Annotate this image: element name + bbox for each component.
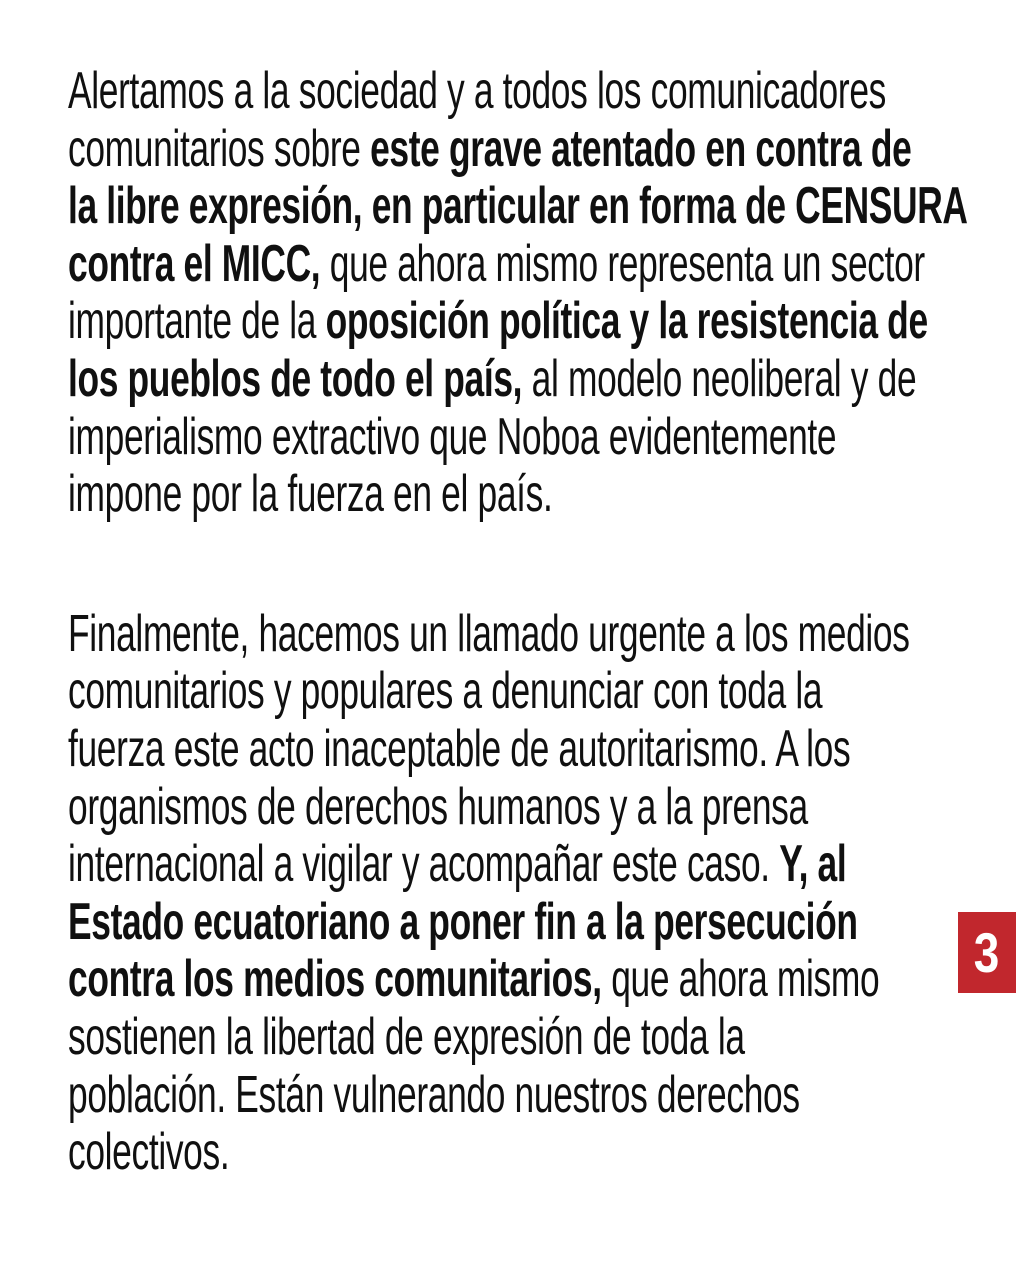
text-line (68, 719, 851, 779)
text-line (68, 177, 968, 236)
text-line (68, 349, 917, 409)
text-segment: colectivos. (68, 1123, 230, 1182)
body-text (68, 63, 968, 1182)
text-segment: comunitarios sobre (68, 119, 371, 178)
bold-text-segment: oposición política y la resistencia de (325, 292, 928, 351)
text-line (68, 950, 880, 1009)
text-line (68, 604, 910, 664)
bold-text-segment: la libre expresión, en particular en forma de CENSURA (68, 177, 968, 236)
text-line (68, 466, 680, 524)
text-segment: población. Están vulnerando nuestros derechos (68, 1065, 800, 1124)
text-line (68, 1124, 680, 1182)
page-number: 3 (974, 920, 1000, 984)
text-segment: fuerza este acto inaceptable de autoritarismo. A los (68, 719, 851, 778)
text-segment: que ahora mismo representa un sector (320, 234, 925, 293)
text-line (68, 835, 847, 894)
text-segment: organismos de derechos humanos y a la prensa (68, 777, 808, 836)
text-line (68, 1007, 745, 1067)
text-line (68, 1065, 800, 1125)
bold-text-segment: este grave atentado en contra de (370, 119, 912, 178)
paragraph-1 (68, 63, 968, 524)
text-segment: importante de la (68, 292, 326, 351)
text-segment: comunitarios y populares a denunciar con toda la (68, 662, 823, 721)
text-segment: internacional a vigilar y acompañar este caso. (68, 835, 780, 894)
text-segment: Finalmente, hacemos un llamado urgente a los medios (68, 604, 910, 663)
paragraph-2 (68, 606, 968, 1182)
bold-text-segment: Estado ecuatoriano a poner fin a la persecución (68, 892, 858, 951)
bold-text-segment: contra el MICC, (68, 234, 321, 293)
bold-text-segment: los pueblos de todo el país, (68, 349, 523, 408)
text-segment: impone por la fuerza en el país. (68, 465, 553, 524)
text-line (68, 62, 886, 121)
text-line (68, 119, 912, 179)
text-segment: al modelo neoliberal y de (522, 349, 917, 408)
text-line (68, 292, 928, 351)
text-segment: imperialismo extractivo que Noboa evidentemente (68, 407, 837, 466)
text-line (68, 407, 837, 467)
text-line (68, 892, 858, 952)
text-segment: sostienen la libertad de expresión de toda la (68, 1007, 745, 1066)
bold-text-segment: Y, al (779, 835, 847, 894)
text-line (68, 662, 823, 721)
bold-text-segment: contra los medios comunitarios, (68, 950, 602, 1009)
text-line (68, 777, 808, 837)
page-number-badge (958, 912, 1016, 993)
text-segment: Alertamos a la sociedad y a todos los comunicadores (68, 62, 886, 120)
text-segment: que ahora mismo (601, 950, 880, 1009)
text-line (68, 234, 925, 294)
